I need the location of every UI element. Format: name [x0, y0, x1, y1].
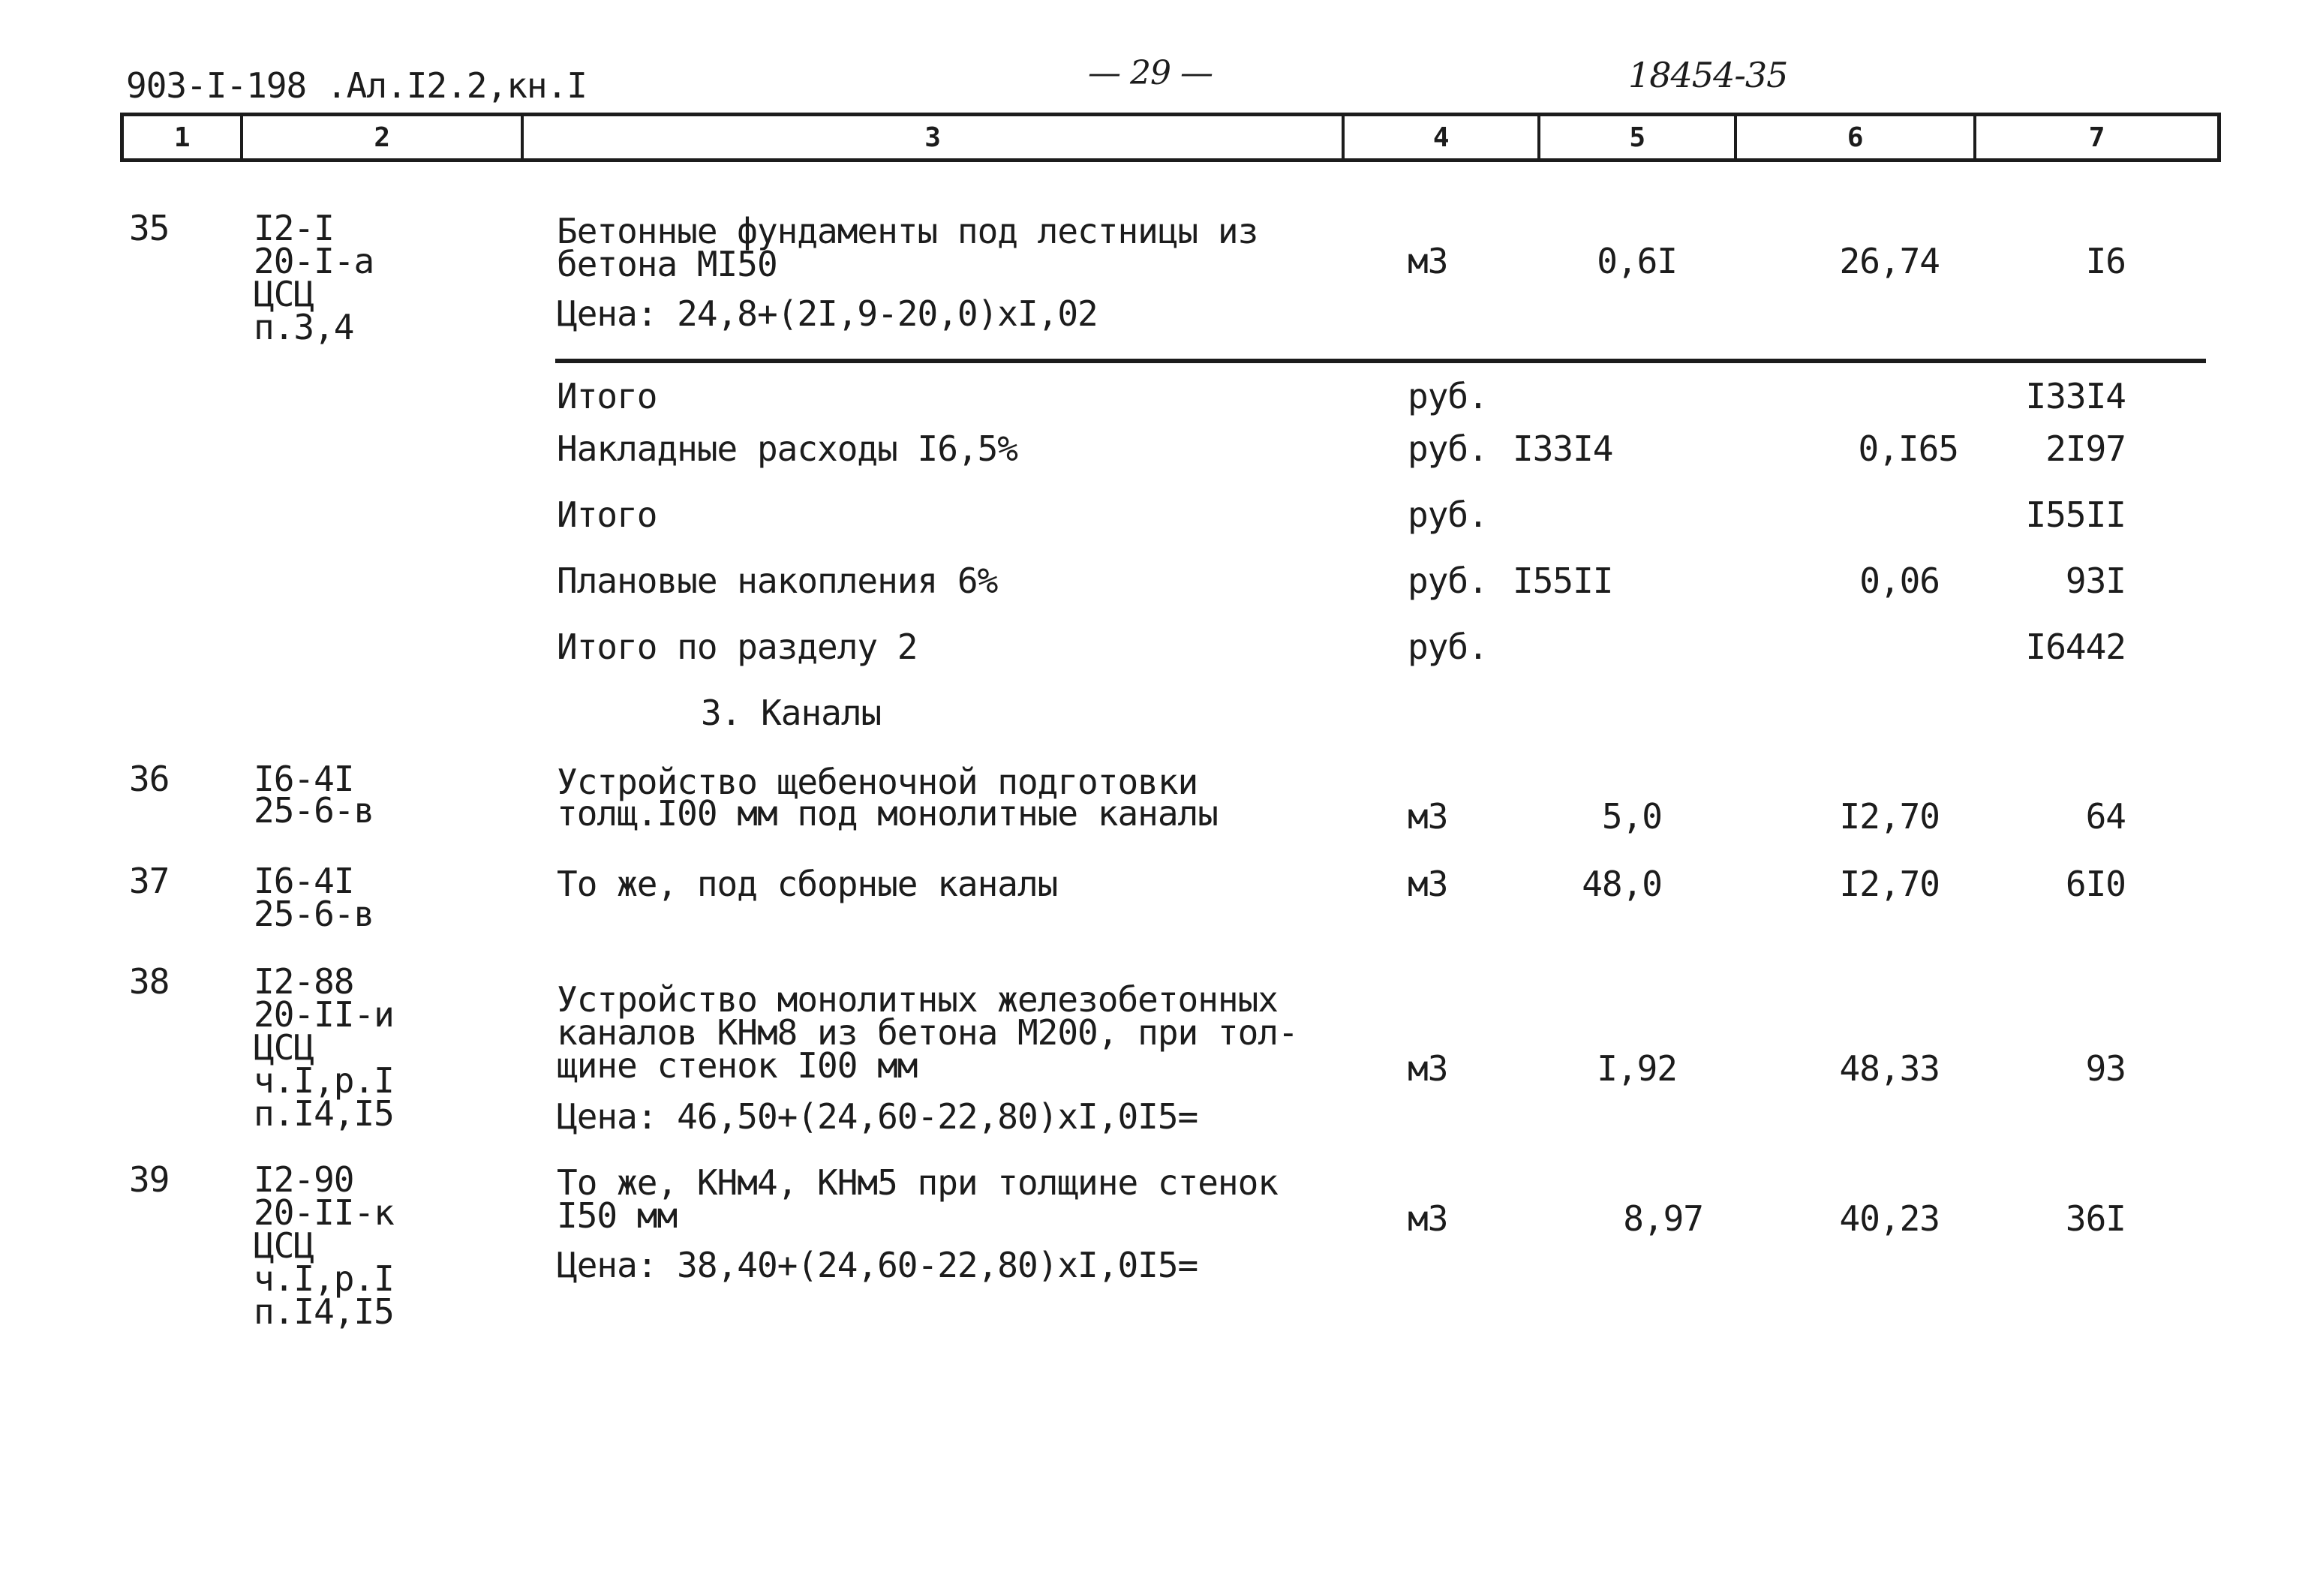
unit: руб.	[1408, 561, 1488, 601]
inventory-number: 18454-35	[1628, 55, 1788, 95]
column-header-6: 6	[1737, 116, 1976, 158]
quantity: I,92	[1597, 1048, 1677, 1089]
description-line: I50 мм	[557, 1195, 678, 1236]
description-line: толщ.I00 мм под монолитные каналы	[557, 793, 1218, 834]
base-amount: I33I4	[1513, 428, 1613, 469]
quantity: 5,0	[1601, 796, 1662, 837]
total-cost: I6	[2085, 241, 2126, 281]
column-header-4: 4	[1345, 116, 1540, 158]
norm-code-line: ч.I,р.I	[254, 1258, 394, 1299]
row-number: 38	[129, 961, 170, 1002]
unit: руб.	[1408, 494, 1488, 535]
norm-code-line: п.I4,I5	[254, 1093, 394, 1134]
norm-code-line: 25-6-в	[254, 894, 374, 934]
column-header-1: 1	[124, 116, 243, 158]
unit-price: 48,33	[1839, 1048, 1940, 1089]
total-cost: 64	[2085, 796, 2126, 837]
subtotal-divider	[555, 359, 2206, 363]
unit: м3	[1408, 1048, 1448, 1089]
total-cost: 36I	[2065, 1198, 2126, 1239]
norm-code-line: ЦСЦ	[254, 274, 314, 314]
rate: 0,06	[1859, 561, 1940, 601]
quantity: 48,0	[1582, 864, 1662, 904]
doc-code: 903-I-198 .Ал.I2.2,кн.I	[126, 65, 587, 106]
row-number: 37	[129, 861, 170, 901]
norm-code-line: I2-I	[254, 208, 334, 248]
description-line: Устройство щебеночной подготовки	[557, 762, 1198, 802]
norm-code-line: I2-90	[254, 1159, 354, 1200]
norm-code-line: п.I4,I5	[254, 1291, 394, 1332]
quantity: 0,6I	[1597, 241, 1677, 281]
total-cost: 6I0	[2065, 864, 2126, 904]
page-number: — 29 —	[1088, 54, 1213, 92]
description-line: щине стенок I00 мм	[557, 1045, 918, 1086]
unit: м3	[1408, 241, 1448, 281]
total-cost: 2I97	[2045, 428, 2126, 469]
total-cost: 93I	[2065, 561, 2126, 601]
row-number: 36	[129, 759, 170, 799]
section-title: 3. Каналы	[701, 693, 882, 733]
description-line: Бетонные фундаменты под лестницы из	[557, 211, 1258, 251]
unit: м3	[1408, 1198, 1448, 1239]
unit: руб.	[1408, 376, 1488, 416]
norm-code-line: 25-6-в	[254, 790, 374, 831]
unit: руб.	[1408, 627, 1488, 667]
description-line: Устройство монолитных железобетонных	[557, 979, 1278, 1020]
norm-code-line: I2-88	[254, 961, 354, 1002]
column-header-5: 5	[1540, 116, 1737, 158]
unit-price: 26,74	[1839, 241, 1940, 281]
column-header-3: 3	[524, 116, 1345, 158]
description-line: каналов КНм8 из бетона М200, при тол-	[557, 1012, 1298, 1053]
norm-code-line: 20-I-а	[254, 241, 374, 281]
description-line: То же, под сборные каналы	[557, 864, 1058, 904]
base-amount: I55II	[1513, 561, 1613, 601]
savings-label: Плановые накопления 6%	[557, 561, 998, 601]
unit: м3	[1408, 796, 1448, 837]
subtotal-label: Итого	[557, 494, 657, 535]
price-formula: Цена: 24,8+(2I,9-20,0)xI,02	[557, 293, 1098, 334]
unit: руб.	[1408, 428, 1488, 469]
total-cost: I33I4	[2025, 376, 2126, 416]
total-cost: I55II	[2025, 494, 2126, 535]
rate: 0,I65	[1858, 428, 1958, 469]
norm-code-line: I6-4I	[254, 861, 354, 901]
norm-code-line: ч.I,р.I	[254, 1060, 394, 1101]
row-number: 35	[129, 208, 170, 248]
norm-code-line: 20-II-и	[254, 994, 394, 1035]
unit-price: I2,70	[1839, 796, 1940, 837]
price-formula: Цена: 46,50+(24,60-22,80)xI,0I5=	[557, 1096, 1198, 1137]
description-line: То же, КНм4, КНм5 при толщине стенок	[557, 1162, 1278, 1203]
price-formula: Цена: 38,40+(24,60-22,80)xI,0I5=	[557, 1245, 1198, 1285]
norm-code-line: ЦСЦ	[254, 1225, 314, 1266]
column-header-7: 7	[2088, 122, 2105, 153]
norm-code-line: I6-4I	[254, 759, 354, 799]
column-header-bar	[120, 113, 2221, 162]
norm-code-line: ЦСЦ	[254, 1027, 314, 1068]
description-line: бетона МI50	[557, 244, 777, 284]
total-cost: I6442	[2025, 627, 2126, 667]
norm-code-line: п.3,4	[254, 307, 354, 347]
total-cost: 93	[2085, 1048, 2126, 1089]
quantity: 8,97	[1623, 1198, 1703, 1239]
section-total-label: Итого по разделу 2	[557, 627, 918, 667]
unit-price: 40,23	[1839, 1198, 1940, 1239]
row-number: 39	[129, 1159, 170, 1200]
overhead-label: Накладные расходы I6,5%	[557, 428, 1017, 469]
unit-price: I2,70	[1839, 864, 1940, 904]
norm-code-line: 20-II-к	[254, 1192, 394, 1233]
column-header-2: 2	[243, 116, 524, 158]
unit: м3	[1408, 864, 1448, 904]
subtotal-label: Итого	[557, 376, 657, 416]
